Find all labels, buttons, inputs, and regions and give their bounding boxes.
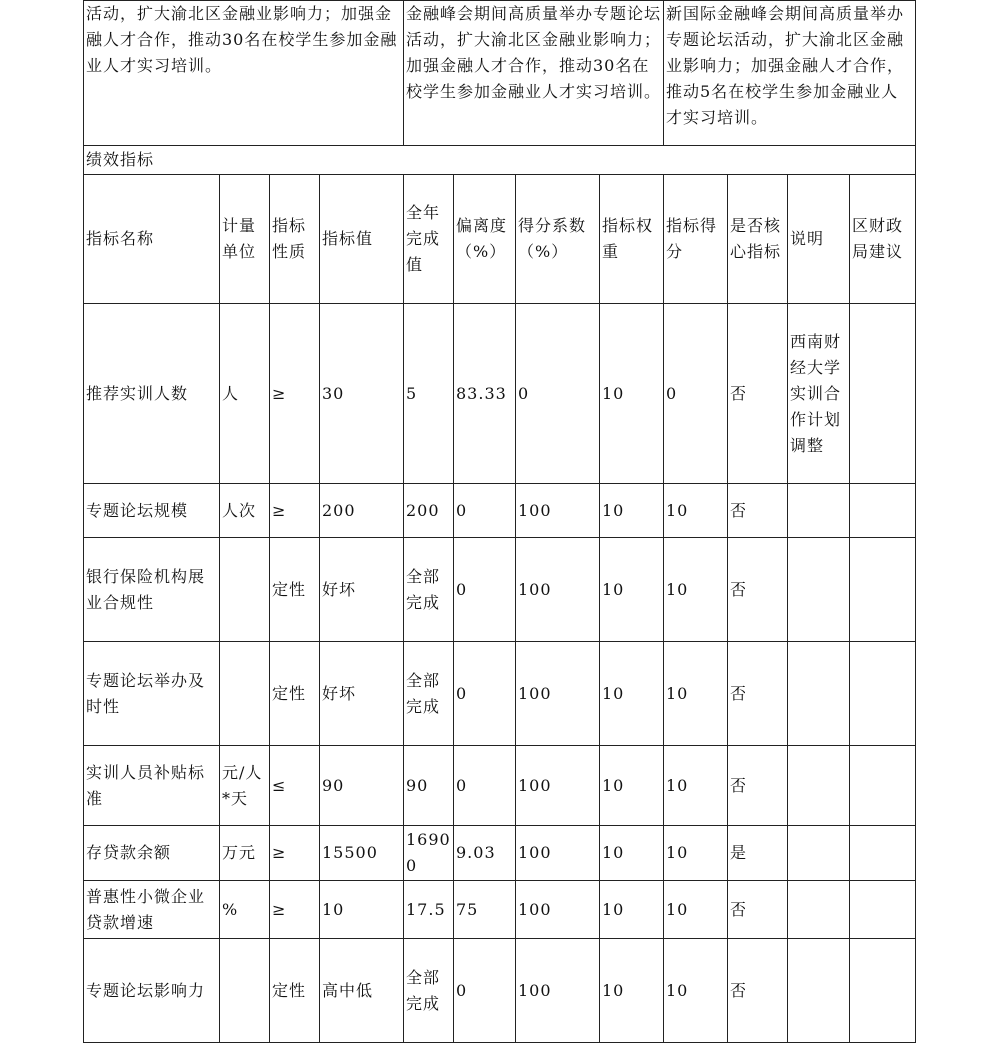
indicator-note (788, 484, 850, 538)
indicator-weight: 10 (600, 484, 664, 538)
indicator-name: 普惠性小微企业贷款增速 (84, 881, 220, 939)
indicator-name: 专题论坛影响力 (84, 939, 220, 1043)
indicator-target: 10 (320, 881, 404, 939)
table-row (84, 642, 916, 746)
indicator-actual: 全部完成 (404, 642, 454, 746)
table-row (84, 939, 916, 1043)
indicator-coef: 100 (516, 939, 600, 1043)
indicator-score: 10 (664, 642, 728, 746)
indicator-score: 10 (664, 881, 728, 939)
header-row (84, 175, 916, 304)
indicator-core: 否 (728, 642, 788, 746)
indicator-weight: 10 (600, 538, 664, 642)
indicator-name: 专题论坛举办及时性 (84, 642, 220, 746)
indicator-core: 是 (728, 826, 788, 881)
indicator-deviation: 0 (454, 746, 516, 826)
indicator-unit: 元/人*天 (220, 746, 270, 826)
indicator-name: 实训人员补贴标准 (84, 746, 220, 826)
indicator-actual: 16900 (404, 826, 454, 881)
indicator-score: 10 (664, 826, 728, 881)
indicator-weight: 10 (600, 939, 664, 1043)
goal-cell-3: 新国际金融峰会期间高质量举办专题论坛活动，扩大渝北区金融业影响力；加强金融人才合作，推动5名在校学生参加金融业人才实习培训。 (664, 1, 916, 146)
indicator-score: 10 (664, 538, 728, 642)
indicator-core: 否 (728, 746, 788, 826)
indicator-actual: 全部完成 (404, 939, 454, 1043)
indicator-deviation: 0 (454, 538, 516, 642)
header-cell: 指标值 (320, 175, 404, 304)
indicator-weight: 10 (600, 304, 664, 484)
indicator-nature: ≤ (270, 746, 320, 826)
indicator-nature: 定性 (270, 538, 320, 642)
indicator-target: 90 (320, 746, 404, 826)
header-cell: 是否核心指标 (728, 175, 788, 304)
header-cell: 指标权重 (600, 175, 664, 304)
goal-cell-1: 活动，扩大渝北区金融业影响力；加强金融人才合作，推动30名在校学生参加金融业人才实习培训。 (84, 1, 404, 146)
indicator-advice (850, 881, 916, 939)
indicator-weight: 10 (600, 826, 664, 881)
indicator-note (788, 538, 850, 642)
indicator-nature: ≥ (270, 881, 320, 939)
header-cell: 得分系数（%） (516, 175, 600, 304)
indicator-name: 推荐实训人数 (84, 304, 220, 484)
header-cell: 计量单位 (220, 175, 270, 304)
indicator-core: 否 (728, 304, 788, 484)
indicator-target: 好坏 (320, 538, 404, 642)
indicator-coef: 100 (516, 538, 600, 642)
header-cell: 指标性质 (270, 175, 320, 304)
indicator-name: 专题论坛规模 (84, 484, 220, 538)
indicator-note (788, 826, 850, 881)
performance-sheet (83, 0, 915, 1043)
indicator-nature: ≥ (270, 826, 320, 881)
indicator-note (788, 642, 850, 746)
indicator-core: 否 (728, 939, 788, 1043)
indicator-actual: 200 (404, 484, 454, 538)
indicator-target: 30 (320, 304, 404, 484)
indicator-note (788, 746, 850, 826)
goal-cell-2: 金融峰会期间高质量举办专题论坛活动，扩大渝北区金融业影响力；加强金融人才合作，推动30名在校学生参加金融业人才实习培训。 (404, 1, 664, 146)
indicator-advice (850, 538, 916, 642)
indicator-advice (850, 484, 916, 538)
indicator-score: 10 (664, 939, 728, 1043)
header-cell: 偏离度（%） (454, 175, 516, 304)
indicator-advice (850, 304, 916, 484)
table-row (84, 826, 916, 881)
indicator-unit (220, 642, 270, 746)
table-row (84, 484, 916, 538)
table-row (84, 881, 916, 939)
indicator-unit: % (220, 881, 270, 939)
indicator-unit: 人次 (220, 484, 270, 538)
indicator-actual: 17.5 (404, 881, 454, 939)
indicator-name: 存贷款余额 (84, 826, 220, 881)
header-cell: 指标得分 (664, 175, 728, 304)
table-row (84, 538, 916, 642)
indicator-unit (220, 939, 270, 1043)
indicator-deviation: 9.03 (454, 826, 516, 881)
indicator-core: 否 (728, 881, 788, 939)
indicator-unit: 人 (220, 304, 270, 484)
indicator-coef: 100 (516, 642, 600, 746)
indicator-nature: ≥ (270, 304, 320, 484)
indicator-actual: 全部完成 (404, 538, 454, 642)
performance-table (83, 0, 916, 1043)
indicator-weight: 10 (600, 642, 664, 746)
table-row (84, 746, 916, 826)
indicator-deviation: 83.33 (454, 304, 516, 484)
indicator-advice (850, 826, 916, 881)
header-cell: 说明 (788, 175, 850, 304)
table-row (84, 304, 916, 484)
indicator-coef: 100 (516, 826, 600, 881)
indicator-advice (850, 939, 916, 1043)
indicator-advice (850, 642, 916, 746)
indicator-coef: 100 (516, 484, 600, 538)
indicator-coef: 100 (516, 881, 600, 939)
indicator-coef: 100 (516, 746, 600, 826)
indicator-target: 15500 (320, 826, 404, 881)
indicator-score: 10 (664, 484, 728, 538)
header-cell: 全年完成值 (404, 175, 454, 304)
indicator-target: 好坏 (320, 642, 404, 746)
indicator-weight: 10 (600, 746, 664, 826)
indicator-note: 西南财经大学实训合作计划调整 (788, 304, 850, 484)
indicator-nature: 定性 (270, 939, 320, 1043)
indicator-advice (850, 746, 916, 826)
indicator-nature: 定性 (270, 642, 320, 746)
indicator-actual: 5 (404, 304, 454, 484)
header-cell: 区财政局建议 (850, 175, 916, 304)
indicator-target: 200 (320, 484, 404, 538)
indicator-weight: 10 (600, 881, 664, 939)
indicator-deviation: 0 (454, 939, 516, 1043)
indicator-actual: 90 (404, 746, 454, 826)
section-title-row (84, 146, 916, 175)
indicator-score: 0 (664, 304, 728, 484)
indicator-note (788, 881, 850, 939)
indicator-coef: 0 (516, 304, 600, 484)
indicator-core: 否 (728, 538, 788, 642)
header-cell: 指标名称 (84, 175, 220, 304)
indicator-deviation: 0 (454, 642, 516, 746)
goal-row (84, 1, 916, 146)
indicator-target: 高中低 (320, 939, 404, 1043)
indicator-unit (220, 538, 270, 642)
indicator-name: 银行保险机构展业合规性 (84, 538, 220, 642)
indicator-score: 10 (664, 746, 728, 826)
indicator-core: 否 (728, 484, 788, 538)
indicator-unit: 万元 (220, 826, 270, 881)
indicator-deviation: 75 (454, 881, 516, 939)
indicator-deviation: 0 (454, 484, 516, 538)
indicator-nature: ≥ (270, 484, 320, 538)
section-title: 绩效指标 (84, 146, 916, 175)
indicator-note (788, 939, 850, 1043)
